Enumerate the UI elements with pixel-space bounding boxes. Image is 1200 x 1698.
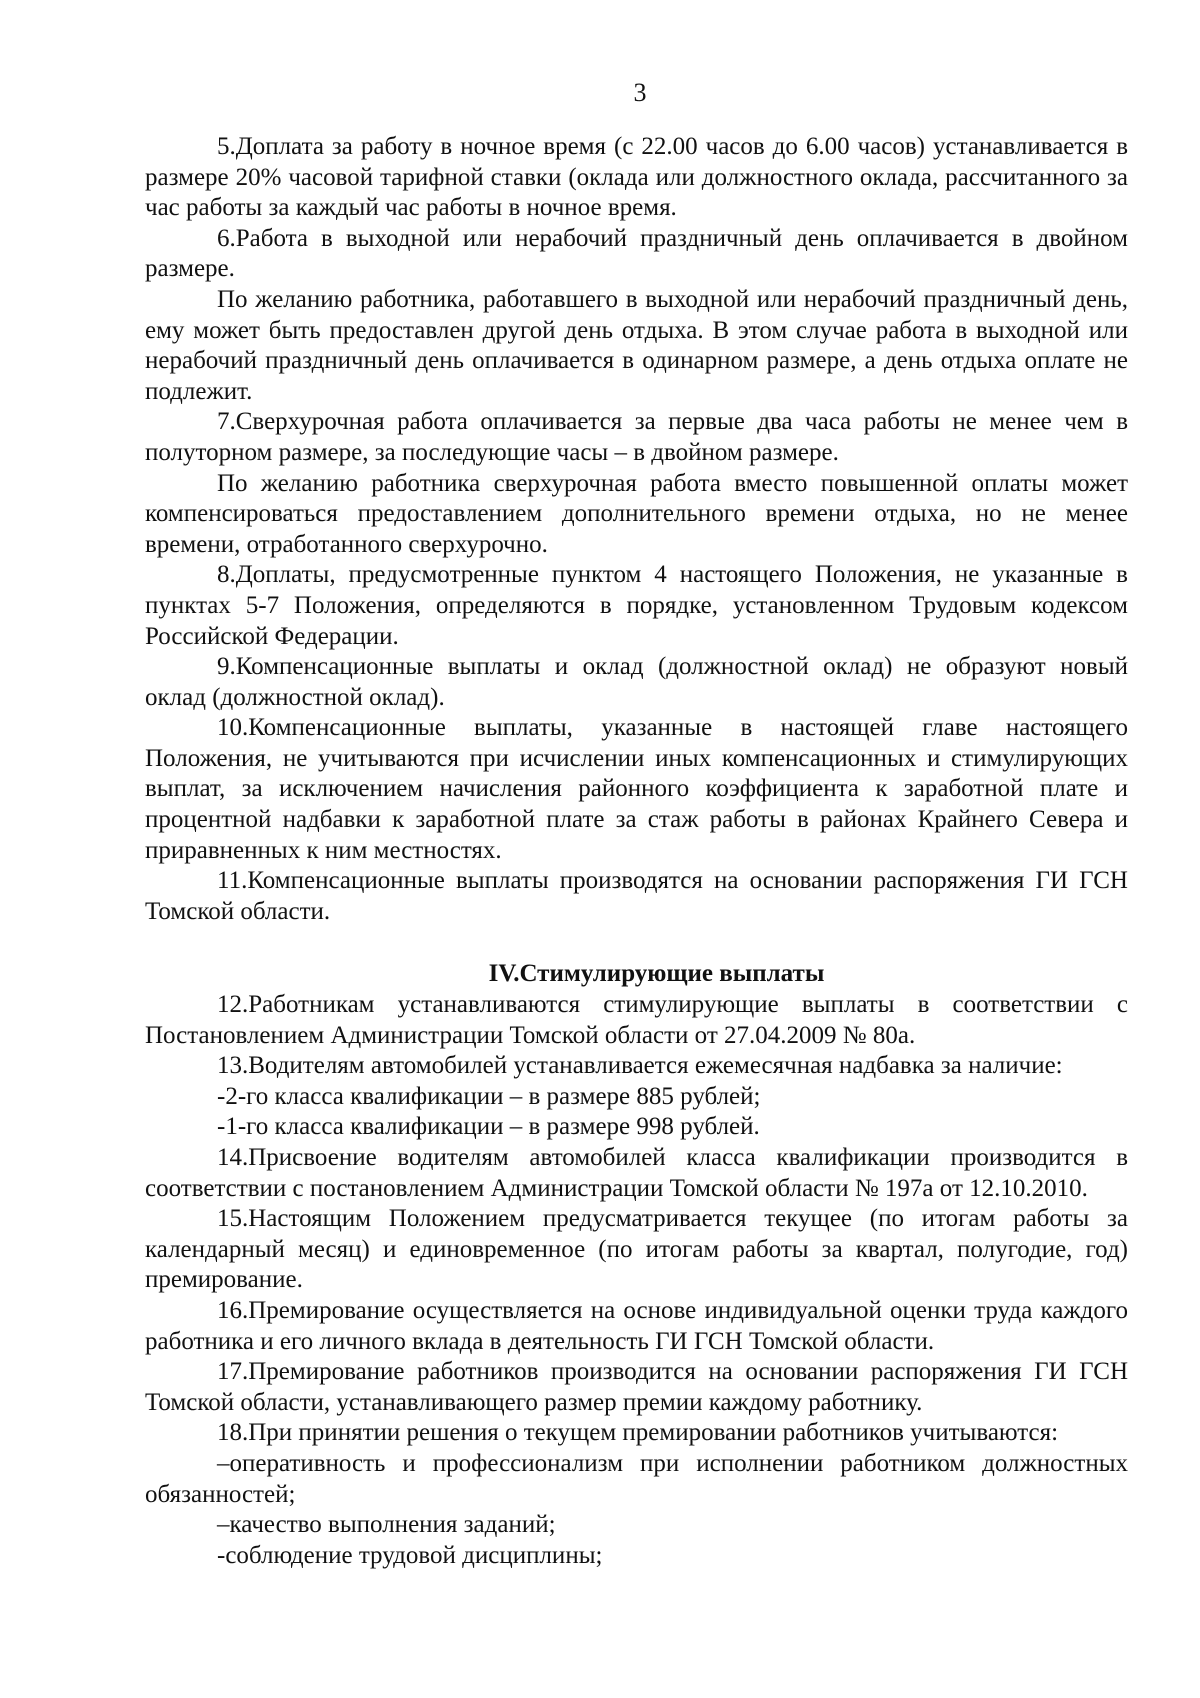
paragraph: 15.Настоящим Положением предусматривается текущее (по итогам работы за календарный месяц) и единовременное (по итогам работы за квартал, полугодие, год) премирование. [145,1205,1128,1294]
paragraph: 12.Работникам устанавливаются стимулирующие выплаты в соответствии с Постановлением Администрации Томской области от 27.04.2009 № 80а. [145,991,1128,1049]
paragraph: 5.Доплата за работу в ночное время (с 22.00 часов до 6.00 часов) устанавливается в размере 20% часовой тарифной ставки (оклада или должностного оклада, рассчитанного за час работы за каждый час работы в ночное время. [145,133,1128,222]
paragraph: 6.Работа в выходной или нерабочий праздничный день оплачивается в двойном размере. [145,224,1128,283]
paragraph: 11.Компенсационные выплаты производятся на основании распоряжения ГИ ГСН Томской области. [145,867,1128,925]
section-heading: IV.Стимулирующие выплаты [488,960,825,988]
paragraph: По желанию работника, работавшего в выходной или нерабочий праздничный день, ему может быть предоставлен другой день отдыха. В этом случае работа в выходной или нерабочий праздничный день оплачивается в одинарном размере, а день отдыха оплате не подлежит. [145,285,1128,405]
list-item: -соблюдение трудовой дисциплины; [217,1541,603,1569]
paragraph: 8.Доплаты, предусмотренные пунктом 4 настоящего Положения, не указанные в пунктах 5-7 Положения, определяются в порядке, установленном Трудовым кодексом Российской Федерации. [145,561,1128,650]
paragraph: 10.Компенсационные выплаты, указанные в настоящей главе настоящего Положения, не учитываются при исчислении иных компенсационных и стимулирующих выплат, за исключением начисления районного коэффициента к заработной плате и процентной надбавки к заработной плате за стаж работы в районах Крайнего Севера и приравненных к ним местностях. [145,714,1128,864]
page-number: 3 [633,78,647,107]
paragraph: 9.Компенсационные выплаты и оклад (должностной оклад) не образуют новый оклад (должностной оклад). [145,653,1128,711]
document-body [145,132,1128,1571]
paragraph: 18.При принятии решения о текущем премировании работников учитываются: [217,1419,1059,1447]
paragraph: 14.Присвоение водителям автомобилей класса квалификации производится в соответствии с постановлением Администрации Томской области № 197а от 12.10.2010. [145,1144,1128,1202]
paragraph: По желанию работника сверхурочная работа вместо повышенной оплаты может компенсироваться предоставлением дополнительного времени отдыха, но не менее времени, отработанного сверхурочно. [145,469,1128,558]
paragraph: 13.Водителям автомобилей устанавливается ежемесячная надбавка за наличие: [217,1052,1063,1080]
paragraph: 16.Премирование осуществляется на основе индивидуальной оценки труда каждого работника и его личного вклада в деятельность ГИ ГСН Томской области. [145,1296,1128,1355]
list-item: -2-го класса квалификации – в размере 885 рублей; [217,1082,761,1110]
list-item: –качество выполнения заданий; [217,1511,556,1539]
paragraph: 17.Премирование работников производится на основании распоряжения ГИ ГСН Томской области, устанавливающего размер премии каждому работнику. [145,1358,1128,1416]
paragraph: 7.Сверхурочная работа оплачивается за первые два часа работы не менее чем в полуторном размере, за последующие часы – в двойном размере. [145,408,1128,466]
list-item: –оперативность и профессионализм при исполнении работником должностных обязанностей; [145,1449,1128,1508]
list-item: -1-го класса квалификации – в размере 998 рублей. [217,1113,760,1141]
